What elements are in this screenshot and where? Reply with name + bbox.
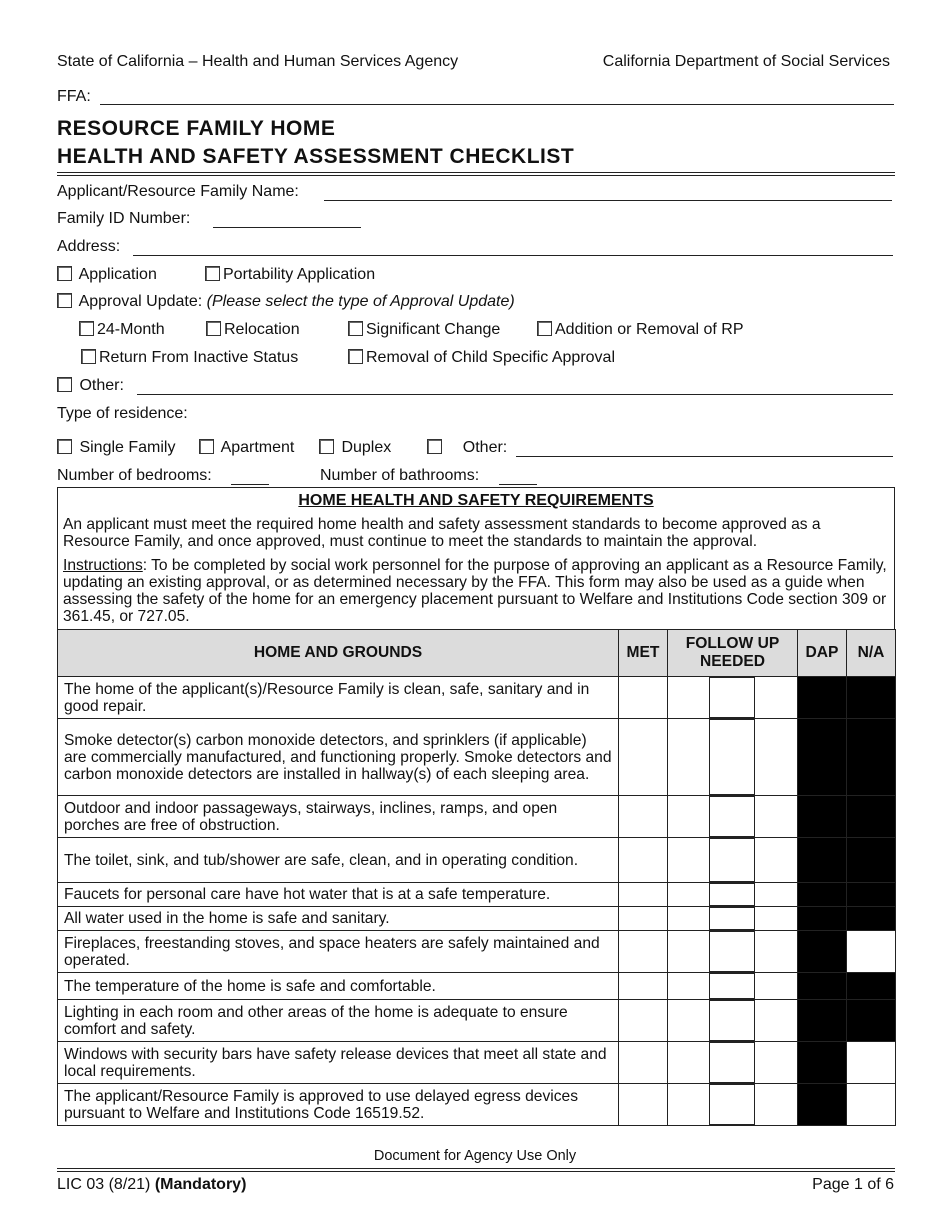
- table-row: [58, 677, 896, 719]
- approval-update-label: Approval Update:: [78, 293, 203, 310]
- footer-divider: [57, 1168, 895, 1172]
- table-row: [58, 907, 896, 931]
- application-option[interactable]: [57, 266, 157, 284]
- form-id: [57, 1176, 246, 1194]
- follow-up-cell: [668, 1000, 798, 1042]
- follow-up-checkbox[interactable]: [709, 1042, 755, 1083]
- table-row: [58, 796, 896, 838]
- table-row: [58, 973, 896, 1000]
- dap-cell-disabled: [798, 931, 847, 973]
- agency-header: State of California – Health and Human Services Agency: [57, 53, 459, 70]
- follow-up-checkbox[interactable]: [709, 931, 755, 972]
- duplex-checkbox[interactable]: [319, 439, 334, 454]
- requirement-text: The home of the applicant(s)/Resource Family is clean, safe, sanitary and in good repair.: [58, 677, 619, 719]
- dap-cell-disabled: [798, 719, 847, 796]
- family-id-label: Family ID Number:: [57, 210, 191, 227]
- requirement-text: Windows with security bars have safety release devices that meet all state and local requirements.: [58, 1042, 619, 1084]
- relocation-label: Relocation: [224, 321, 300, 338]
- follow-up-checkbox[interactable]: [709, 883, 755, 906]
- bedrooms-label: Number of bedrooms:: [57, 467, 212, 484]
- na-cell-disabled: [847, 1000, 896, 1042]
- follow-up-checkbox[interactable]: [709, 677, 755, 718]
- dap-cell-disabled: [798, 973, 847, 1000]
- addition-removal-label: Addition or Removal of RP: [555, 321, 744, 338]
- met-checkbox[interactable]: [619, 677, 668, 719]
- table-row: [58, 883, 896, 907]
- requirement-text: Faucets for personal care have hot water that is at a safe temperature.: [58, 883, 619, 907]
- dap-cell-disabled: [798, 1000, 847, 1042]
- na-checkbox[interactable]: [847, 931, 896, 973]
- mandatory-label: (Mandatory): [154, 1176, 247, 1193]
- portability-option[interactable]: [205, 266, 375, 284]
- section-title: HOME HEALTH AND SAFETY REQUIREMENTS: [298, 492, 654, 509]
- addition-removal-option[interactable]: [537, 321, 744, 339]
- requirement-text: The applicant/Resource Family is approved to use delayed egress devices pursuant to Welfare and Institutions Code 16519.52.: [58, 1084, 619, 1126]
- duplex-label: Duplex: [341, 439, 392, 456]
- dap-cell-disabled: [798, 1042, 847, 1084]
- na-cell-disabled: [847, 907, 896, 931]
- portability-label: Portability Application: [223, 266, 376, 283]
- follow-up-checkbox[interactable]: [709, 973, 755, 999]
- return-inactive-checkbox[interactable]: [81, 349, 96, 364]
- apartment-option[interactable]: [199, 439, 294, 457]
- met-checkbox[interactable]: [619, 973, 668, 1000]
- other-checkbox[interactable]: [57, 377, 72, 392]
- dap-cell-disabled: [798, 796, 847, 838]
- approval-update-note: (Please select the type of Approval Update): [206, 293, 515, 310]
- section-instructions: [63, 557, 889, 625]
- dap-cell-disabled: [798, 1084, 847, 1126]
- address-input[interactable]: [133, 255, 893, 256]
- table-row: [58, 838, 896, 883]
- na-cell-disabled: [847, 677, 896, 719]
- bathrooms-label: Number of bathrooms:: [320, 467, 480, 484]
- table-row: [58, 1042, 896, 1084]
- return-inactive-label: Return From Inactive Status: [99, 349, 299, 366]
- apartment-checkbox[interactable]: [199, 439, 214, 454]
- follow-up-cell: [668, 1084, 798, 1126]
- section-intro: An applicant must meet the required home health and safety assessment standards to become approved as a Resource Family, and once approved, must continue to meet the standards to maintain the approval.: [63, 516, 821, 550]
- month24-label: 24-Month: [97, 321, 165, 338]
- requirement-text: Fireplaces, freestanding stoves, and space heaters are safely maintained and operated.: [58, 931, 619, 973]
- relocation-checkbox[interactable]: [206, 321, 221, 336]
- other-label: Other:: [79, 377, 124, 394]
- month24-checkbox[interactable]: [79, 321, 94, 336]
- follow-up-cell: [668, 973, 798, 1000]
- instructions-label: Instructions: [63, 557, 143, 574]
- met-checkbox[interactable]: [619, 1000, 668, 1042]
- residence-other-label: Other:: [462, 439, 508, 456]
- application-checkbox[interactable]: [57, 266, 72, 281]
- table-row: [58, 1000, 896, 1042]
- met-checkbox[interactable]: [619, 838, 668, 883]
- applicant-name-input[interactable]: [324, 200, 892, 201]
- na-cell-disabled: [847, 796, 896, 838]
- met-checkbox[interactable]: [619, 1042, 668, 1084]
- header-met: MET: [619, 630, 668, 677]
- follow-up-checkbox[interactable]: [709, 907, 755, 930]
- apartment-label: Apartment: [220, 439, 295, 456]
- follow-up-cell: [668, 796, 798, 838]
- na-cell-disabled: [847, 719, 896, 796]
- family-id-input[interactable]: [213, 227, 361, 228]
- bathrooms-input[interactable]: [499, 484, 537, 485]
- requirement-text: Outdoor and indoor passageways, stairways, inclines, ramps, and open porches are free of obstruction.: [58, 796, 619, 838]
- title-line1: RESOURCE FAMILY HOME: [57, 117, 336, 140]
- instructions-text: : To be completed by social work personnel for the purpose of approving an applicant as a Resource Family, updating an existing approval, or as determined necessary by the FFA. This form may also be used as a guide when assessing the safety of the home for an emergency placement pursuant to Welfare and Institutions Code section 309 or 361.45, or 727.05.: [63, 557, 887, 625]
- dap-cell-disabled: [798, 883, 847, 907]
- return-inactive-option[interactable]: [81, 349, 298, 367]
- table-row: [58, 719, 896, 796]
- follow-up-cell: [668, 719, 798, 796]
- residence-other-option[interactable]: [427, 439, 507, 457]
- addition-removal-checkbox[interactable]: [537, 321, 552, 336]
- type-of-residence-label: Type of residence:: [57, 405, 188, 422]
- relocation-option[interactable]: [206, 321, 300, 339]
- na-cell-disabled: [847, 838, 896, 883]
- removal-child-option[interactable]: [348, 349, 615, 367]
- header-dap: DAP: [798, 630, 847, 677]
- significant-change-checkbox[interactable]: [348, 321, 363, 336]
- follow-up-checkbox[interactable]: [709, 796, 755, 837]
- portability-checkbox[interactable]: [205, 266, 220, 281]
- residence-other-input[interactable]: [516, 456, 893, 457]
- follow-up-checkbox[interactable]: [709, 1084, 755, 1125]
- title-line2: HEALTH AND SAFETY ASSESSMENT CHECKLIST: [57, 145, 575, 168]
- follow-up-cell: [668, 838, 798, 883]
- requirement-text: Lighting in each room and other areas of the home is adequate to ensure comfort and safety.: [58, 1000, 619, 1042]
- address-label: Address:: [57, 238, 121, 255]
- follow-up-cell: [668, 1042, 798, 1084]
- header-follow-up: FOLLOW UP NEEDED: [668, 630, 798, 677]
- follow-up-checkbox[interactable]: [709, 719, 755, 795]
- dap-cell-disabled: [798, 907, 847, 931]
- requirement-text: The toilet, sink, and tub/shower are safe, clean, and in operating condition.: [58, 838, 619, 883]
- requirement-text: All water used in the home is safe and sanitary.: [58, 907, 619, 931]
- met-checkbox[interactable]: [619, 719, 668, 796]
- bedrooms-input[interactable]: [231, 484, 269, 485]
- met-checkbox[interactable]: [619, 796, 668, 838]
- month24-option[interactable]: [79, 321, 165, 339]
- significant-change-option[interactable]: [348, 321, 500, 339]
- other-input[interactable]: [137, 394, 893, 395]
- approval-update-option[interactable]: [57, 293, 515, 311]
- department-header: California Department of Social Services: [602, 53, 890, 70]
- header-na: N/A: [847, 630, 896, 677]
- approval-update-checkbox[interactable]: [57, 293, 72, 308]
- requirement-text: The temperature of the home is safe and comfortable.: [58, 973, 619, 1000]
- na-cell-disabled: [847, 973, 896, 1000]
- other-option[interactable]: [57, 377, 124, 395]
- follow-up-checkbox[interactable]: [709, 1000, 755, 1041]
- requirement-text: Smoke detector(s) carbon monoxide detectors, and sprinklers (if applicable) are commercially manufactured, and functioning properly. Smoke detectors and carbon monoxide detectors are installed in hallway(s) of each sleeping area.: [58, 719, 619, 796]
- single-family-label: Single Family: [79, 439, 176, 456]
- met-checkbox[interactable]: [619, 883, 668, 907]
- duplex-option[interactable]: [319, 439, 391, 457]
- applicant-name-label: Applicant/Resource Family Name:: [57, 183, 299, 200]
- follow-up-cell: [668, 931, 798, 973]
- single-family-checkbox[interactable]: [57, 439, 72, 454]
- residence-other-checkbox[interactable]: [427, 439, 442, 454]
- single-family-option[interactable]: [57, 439, 175, 457]
- na-checkbox[interactable]: [847, 1084, 896, 1126]
- dap-cell-disabled: [798, 838, 847, 883]
- met-checkbox[interactable]: [619, 907, 668, 931]
- title-divider-2: [57, 175, 895, 176]
- title-divider: [57, 172, 895, 173]
- header-home-and-grounds: HOME AND GROUNDS: [58, 630, 619, 677]
- form-id-text: LIC 03 (8/21): [57, 1176, 151, 1193]
- page-number: Page 1 of 6: [812, 1176, 894, 1193]
- met-checkbox[interactable]: [619, 1084, 668, 1126]
- ffa-label: FFA:: [57, 88, 91, 105]
- met-checkbox[interactable]: [619, 931, 668, 973]
- checklist-table: [57, 629, 896, 1126]
- na-cell-disabled: [847, 883, 896, 907]
- follow-up-cell: [668, 883, 798, 907]
- follow-up-checkbox[interactable]: [709, 838, 755, 882]
- application-label: Application: [78, 266, 157, 283]
- ffa-input[interactable]: [100, 104, 894, 105]
- table-row: [58, 1084, 896, 1126]
- removal-child-label: Removal of Child Specific Approval: [366, 349, 616, 366]
- dap-cell-disabled: [798, 677, 847, 719]
- agency-use-note: Document for Agency Use Only: [373, 1148, 577, 1164]
- significant-change-label: Significant Change: [366, 321, 501, 338]
- follow-up-cell: [668, 907, 798, 931]
- follow-up-cell: [668, 677, 798, 719]
- na-checkbox[interactable]: [847, 1042, 896, 1084]
- table-row: [58, 931, 896, 973]
- removal-child-checkbox[interactable]: [348, 349, 363, 364]
